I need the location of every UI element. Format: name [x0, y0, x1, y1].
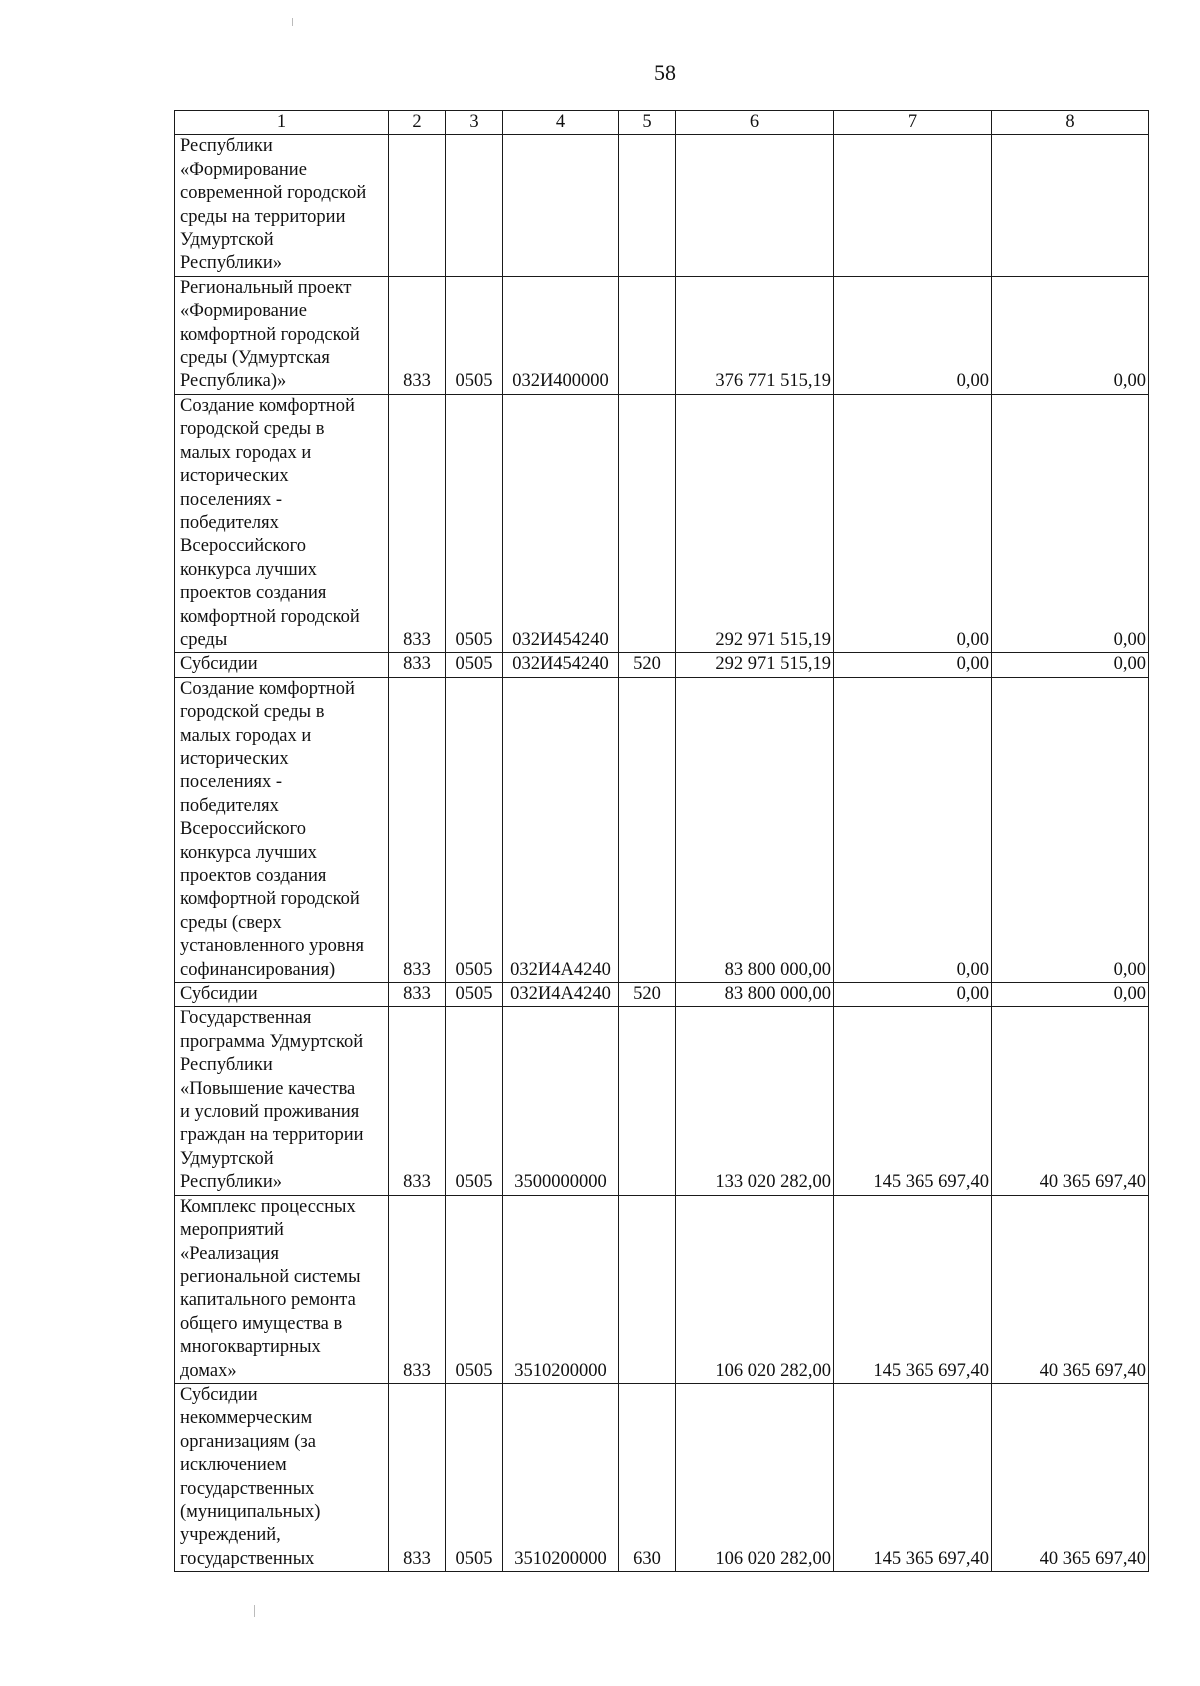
cell-expense-type: 520 [619, 653, 676, 677]
cell-section-code: 0505 [446, 653, 503, 677]
cell-expense-type [619, 276, 676, 394]
table-row [175, 677, 1149, 982]
scan-mark-bottom [254, 1605, 255, 1617]
cell-ministry-code: 833 [389, 276, 446, 394]
cell-target-article: 032И454240 [503, 653, 619, 677]
cell-amount-col8 [992, 135, 1149, 276]
cell-ministry-code [389, 135, 446, 276]
cell-name: Государственная программа Удмуртской Республики «Повышение качества и условий проживания граждан на территории Удмуртской Республики» [175, 1007, 389, 1195]
cell-amount-col6: 133 020 282,00 [676, 1007, 834, 1195]
cell-amount-col6: 106 020 282,00 [676, 1195, 834, 1383]
cell-amount-col7 [834, 135, 992, 276]
cell-amount-col7: 145 365 697,40 [834, 1195, 992, 1383]
cell-section-code: 0505 [446, 1195, 503, 1383]
cell-amount-col8: 0,00 [992, 653, 1149, 677]
cell-ministry-code: 833 [389, 983, 446, 1007]
table-body [175, 111, 1149, 1572]
cell-target-article: 032И400000 [503, 276, 619, 394]
cell-amount-col8: 40 365 697,40 [992, 1195, 1149, 1383]
cell-target-article: 3510200000 [503, 1383, 619, 1571]
cell-amount-col6: 292 971 515,19 [676, 394, 834, 652]
cell-expense-type: 630 [619, 1383, 676, 1571]
cell-amount-col7: 145 365 697,40 [834, 1007, 992, 1195]
cell-target-article: 032И4А4240 [503, 677, 619, 982]
scan-mark-top [292, 18, 293, 26]
cell-name: Создание комфортной городской среды в малых городах и исторических поселениях - победителях Всероссийского конкурса лучших проектов создания комфортной городской среды (сверх установленного уровня софинансирования) [175, 677, 389, 982]
cell-section-code: 0505 [446, 677, 503, 982]
cell-name: Комплекс процессных мероприятий «Реализация региональной системы капитального ремонта общего имущества в многоквартирных домах» [175, 1195, 389, 1383]
cell-expense-type [619, 677, 676, 982]
cell-amount-col6: 376 771 515,19 [676, 276, 834, 394]
cell-amount-col7: 0,00 [834, 677, 992, 982]
cell-name: Субсидии некоммерческим организациям (за исключением государственных (муниципальных) учреждений, государственных [175, 1383, 389, 1571]
cell-expense-type [619, 394, 676, 652]
cell-amount-col7: 0,00 [834, 394, 992, 652]
cell-amount-col7: 0,00 [834, 983, 992, 1007]
cell-amount-col6: 292 971 515,19 [676, 653, 834, 677]
cell-amount-col8: 0,00 [992, 394, 1149, 652]
cell-ministry-code: 833 [389, 653, 446, 677]
cell-target-article: 3510200000 [503, 1195, 619, 1383]
column-header-4: 4 [503, 111, 619, 135]
table-row [175, 1383, 1149, 1571]
column-header-3: 3 [446, 111, 503, 135]
column-header-7: 7 [834, 111, 992, 135]
column-header-1: 1 [175, 111, 389, 135]
column-header-6: 6 [676, 111, 834, 135]
cell-amount-col6 [676, 135, 834, 276]
cell-ministry-code: 833 [389, 677, 446, 982]
cell-amount-col6: 83 800 000,00 [676, 677, 834, 982]
cell-section-code: 0505 [446, 394, 503, 652]
table-row [175, 1195, 1149, 1383]
table-row [175, 983, 1149, 1007]
cell-amount-col8: 0,00 [992, 983, 1149, 1007]
cell-expense-type [619, 1195, 676, 1383]
cell-ministry-code: 833 [389, 1007, 446, 1195]
column-header-2: 2 [389, 111, 446, 135]
cell-ministry-code: 833 [389, 1383, 446, 1571]
cell-section-code: 0505 [446, 1383, 503, 1571]
table-row [175, 135, 1149, 276]
table-row [175, 653, 1149, 677]
cell-amount-col7: 0,00 [834, 653, 992, 677]
cell-name: Республики «Формирование современной городской среды на территории Удмуртской Республики» [175, 135, 389, 276]
cell-expense-type [619, 135, 676, 276]
column-header-5: 5 [619, 111, 676, 135]
table-row [175, 394, 1149, 652]
cell-name: Субсидии [175, 983, 389, 1007]
cell-name: Создание комфортной городской среды в малых городах и исторических поселениях - победителях Всероссийского конкурса лучших проектов создания комфортной городской среды [175, 394, 389, 652]
cell-amount-col6: 106 020 282,00 [676, 1383, 834, 1571]
cell-amount-col7: 145 365 697,40 [834, 1383, 992, 1571]
cell-section-code: 0505 [446, 983, 503, 1007]
table-row [175, 276, 1149, 394]
cell-target-article [503, 135, 619, 276]
cell-amount-col7: 0,00 [834, 276, 992, 394]
cell-target-article: 3500000000 [503, 1007, 619, 1195]
cell-amount-col8: 0,00 [992, 677, 1149, 982]
column-header-8: 8 [992, 111, 1149, 135]
page-number: 58 [654, 60, 676, 85]
cell-section-code: 0505 [446, 1007, 503, 1195]
cell-ministry-code: 833 [389, 394, 446, 652]
cell-amount-col8: 40 365 697,40 [992, 1383, 1149, 1571]
cell-amount-col8: 0,00 [992, 276, 1149, 394]
cell-name: Субсидии [175, 653, 389, 677]
table-row [175, 1007, 1149, 1195]
cell-amount-col8: 40 365 697,40 [992, 1007, 1149, 1195]
cell-expense-type [619, 1007, 676, 1195]
cell-amount-col6: 83 800 000,00 [676, 983, 834, 1007]
cell-expense-type: 520 [619, 983, 676, 1007]
cell-section-code: 0505 [446, 276, 503, 394]
cell-ministry-code: 833 [389, 1195, 446, 1383]
budget-table [174, 110, 1149, 1572]
table-header-row [175, 111, 1149, 135]
cell-target-article: 032И454240 [503, 394, 619, 652]
cell-name: Региональный проект «Формирование комфортной городской среды (Удмуртская Республика)» [175, 276, 389, 394]
cell-target-article: 032И4А4240 [503, 983, 619, 1007]
cell-section-code [446, 135, 503, 276]
